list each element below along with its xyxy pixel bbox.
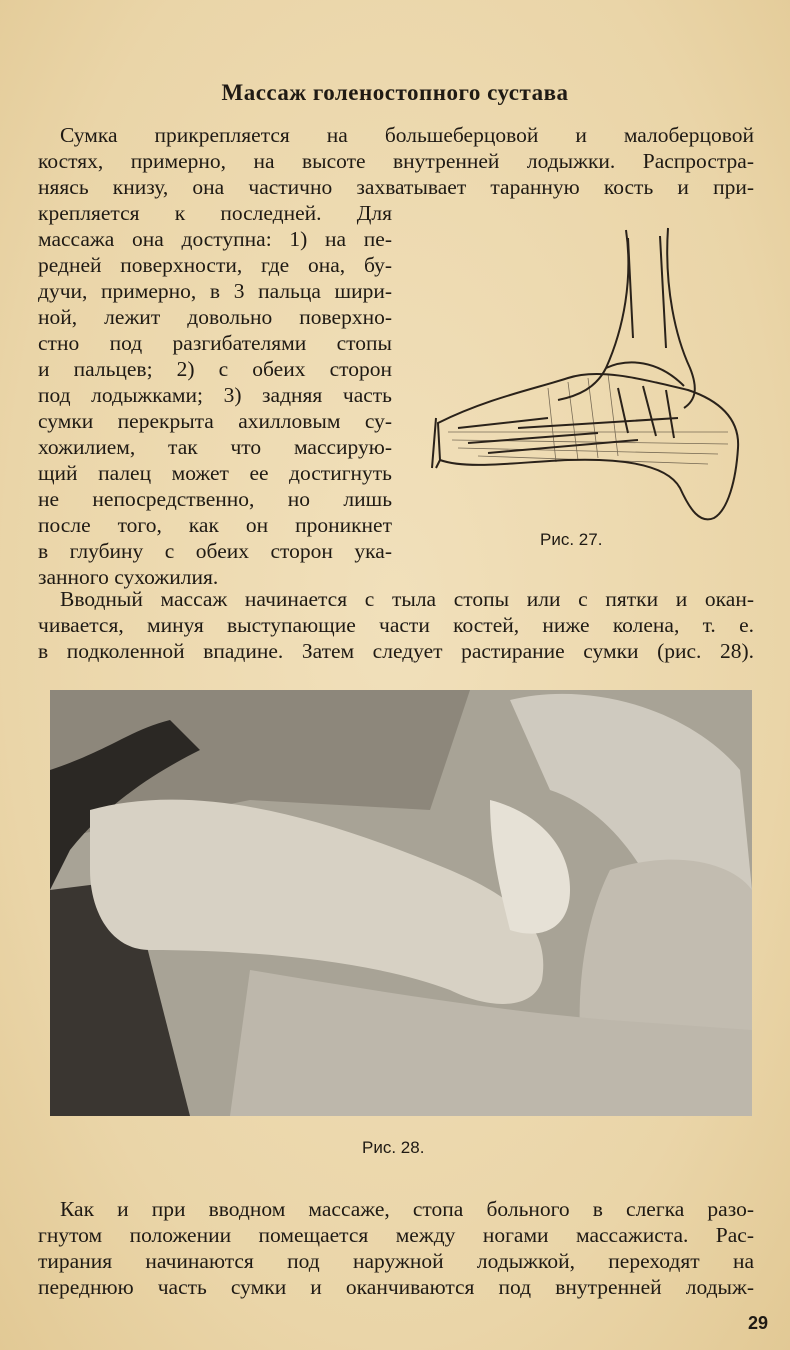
figure-27-caption: Рис. 27. xyxy=(540,530,603,549)
text-line: Как и при вводном массаже, стопа больного в слегка разо- xyxy=(60,1197,754,1221)
text-line: стно под разгибателями стопы xyxy=(38,331,392,355)
text-line: чивается, минуя выступающие части костей, ниже колена, т. е. xyxy=(38,613,754,637)
text-line: сумки перекрыта ахилловым су- xyxy=(38,409,392,433)
text-line: и пальцев; 2) с обеих сторон xyxy=(38,357,392,381)
text-line: Вводный массаж начинается с тыла стопы или с пятки и окан- xyxy=(60,587,754,611)
text-line: хожилием, так что массирую- xyxy=(38,435,392,459)
text-line: гнутом положении помещается между ногами массажиста. Рас- xyxy=(38,1223,754,1247)
text-line: в подколенной впадине. Затем следует растирание сумки (рис. 28). xyxy=(38,639,754,663)
figure-28-massage-photo xyxy=(50,690,752,1116)
text-line: ной, лежит довольно поверхно- xyxy=(38,305,392,329)
text-line: переднюю часть сумки и оканчиваются под внутренней лодыж- xyxy=(38,1275,754,1299)
text-line: в глубину с обеих сторон ука- xyxy=(38,539,392,563)
text-line: крепляется к последней. Для xyxy=(38,201,392,225)
text-line: после того, как он проникнет xyxy=(38,513,392,537)
text-line: няясь книзу, она частично захватывает таранную кость и при- xyxy=(38,175,754,199)
text-line: занного сухожилия. xyxy=(38,565,219,589)
text-line: редней поверхности, где она, бу- xyxy=(38,253,392,277)
figure-27-ankle-illustration xyxy=(428,218,748,528)
text-line: костях, примерно, на высоте внутренней лодыжки. Распростра- xyxy=(38,149,754,173)
text-line: тирания начинаются под наружной лодыжкой, переходят на xyxy=(38,1249,754,1273)
text-line: дучи, примерно, в 3 пальца шири- xyxy=(38,279,392,303)
text-line: под лодыжками; 3) задняя часть xyxy=(38,383,392,407)
photo-content xyxy=(50,690,752,1116)
page-number: 29 xyxy=(747,1313,768,1333)
text-line: массажа она доступна: 1) на пе- xyxy=(38,227,392,251)
text-line: не непосредственно, но лишь xyxy=(38,487,392,511)
section-heading: Массаж голеностопного сустава xyxy=(221,80,569,105)
text-line: щий палец может ее достигнуть xyxy=(38,461,392,485)
figure-28-caption: Рис. 28. xyxy=(362,1138,425,1157)
text-line: Сумка прикрепляется на большеберцовой и малоберцовой xyxy=(60,123,754,147)
